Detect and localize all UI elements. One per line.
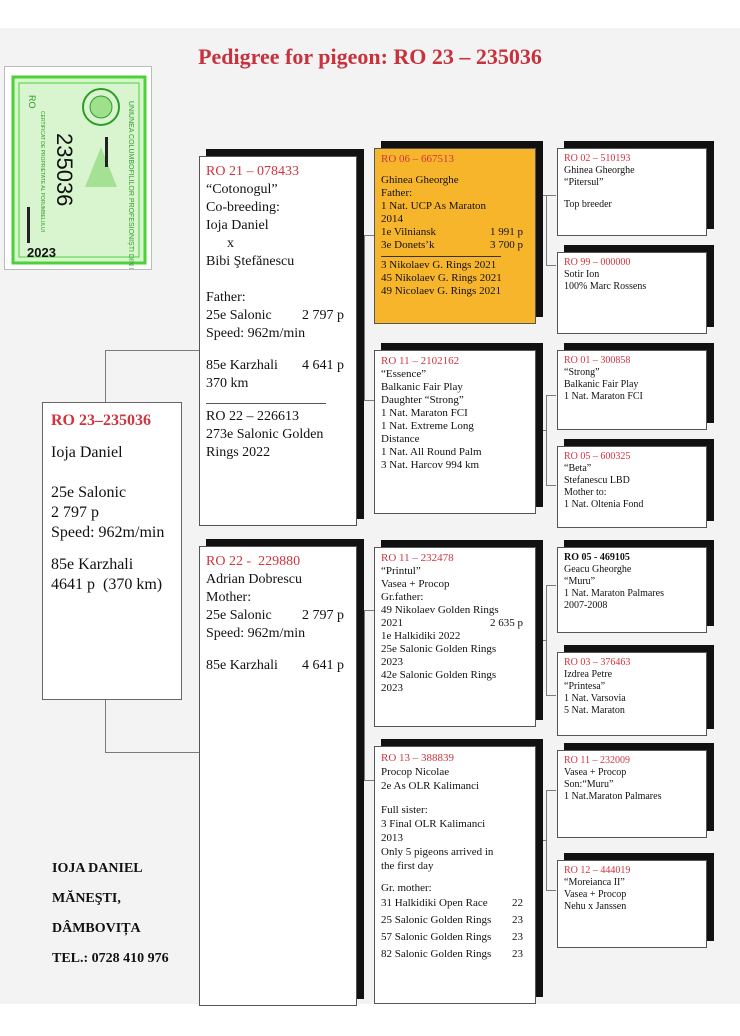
great-grandparent-id: RO 05 - 469105 (564, 552, 630, 563)
gp-line (381, 873, 529, 881)
connector-line (364, 780, 374, 781)
ggp-line: “Pitersul” (564, 177, 604, 188)
ggp-line: Son:“Muru” (564, 779, 614, 790)
gp-line: 1 Nat. All Round Palm (381, 446, 482, 458)
granddam-paternal-id: RO 11 – 2102162 (381, 355, 460, 367)
grandsire-paternal-id: RO 06 – 667513 (381, 153, 455, 165)
connector-line (536, 430, 546, 431)
ring-number: 235036 (52, 133, 77, 207)
gp-line: 49 Nikolaev Golden Rings (381, 604, 499, 616)
father-result: 85e Karzhali 4 641 p (206, 358, 344, 373)
great-grandparent-id: RO 01 – 300858 (564, 355, 631, 366)
ggp-line: Stefanescu LBD (564, 475, 630, 486)
gp-line: 25e Salonic Golden Rings (381, 643, 497, 655)
ggp-line (564, 189, 700, 199)
gp-result: 82 Salonic Golden Rings 23 (381, 948, 523, 960)
connector-line (546, 195, 547, 265)
great-grandparent-card (557, 652, 707, 736)
address-phone: TEL.: 0728 410 976 (52, 951, 169, 966)
ggp-line: Mother to: (564, 487, 607, 498)
gp-line: 2e As OLR Kalimanci (381, 780, 480, 792)
connector-line (546, 695, 556, 696)
connector-line (105, 700, 106, 752)
granddam-paternal-card (374, 350, 536, 514)
ggp-line: Top breeder (564, 199, 612, 210)
connector-line (364, 400, 374, 401)
address-line: DÂMBOVIȚA (52, 921, 141, 936)
divider (206, 403, 326, 404)
gp-line: 1 Nat. Extreme Long (381, 420, 474, 432)
ring-org-text: UNIUNEA COLUMBOFILILOR PROFESIONIȘTI DIN ROMÂNIA (127, 101, 134, 269)
great-grandparent-id: RO 11 – 232009 (564, 755, 631, 766)
father-result: 25e Salonic 2 797 p (206, 308, 344, 323)
main-pigeon-owner: Ioja Daniel (51, 444, 123, 461)
mother-result: 85e Karzhali 4 641 p (206, 658, 344, 673)
grandsire-maternal-card (374, 547, 536, 727)
gp-line (381, 166, 529, 174)
father-line: Co-breeding: (206, 200, 280, 215)
ggp-line: “Printesa” (564, 681, 606, 692)
main-result-line: 25e Salonic (51, 484, 127, 501)
gp-line: Only 5 pigeons arrived in (381, 846, 494, 858)
connector-line (546, 395, 547, 485)
main-pigeon-card (42, 402, 182, 700)
grandsire-maternal-id: RO 11 – 232478 (381, 552, 454, 564)
ggp-line: Vasea + Procop (564, 767, 627, 778)
father-line: Father: (206, 290, 246, 305)
gp-result: 31 Halkidiki Open Race 22 (381, 897, 523, 909)
ring-certificate-graphic (5, 67, 151, 269)
great-grandparent-id: RO 12 – 444019 (564, 865, 631, 876)
connector-line (105, 752, 199, 753)
gp-line: 2013 (381, 832, 403, 844)
ggp-line: “Beta” (564, 463, 592, 474)
connector-line (546, 790, 556, 791)
great-grandparent-card (557, 252, 707, 334)
ring-country: RO (27, 95, 37, 109)
gp-line: Procop Nicolae (381, 766, 450, 778)
gp-line: 3 Nikolaev G. Rings 2021 (381, 259, 497, 271)
gp-line: 1 Nat. UCP As Maraton (381, 200, 487, 212)
ggp-line: “Muru” (564, 576, 596, 587)
gp-result: 3e Donets’k 3 700 p (381, 239, 523, 251)
main-pigeon-id: RO 23–235036 (51, 412, 151, 429)
father-result: 370 km (206, 376, 249, 391)
great-grandparent-card (557, 446, 707, 528)
connector-line (546, 485, 556, 486)
main-result-line: 2 797 p (51, 504, 99, 521)
connector-line (546, 395, 556, 396)
gp-line: 3 Final OLR Kalimanci (381, 818, 486, 830)
gp-line: “Printul” (381, 565, 421, 577)
connector-line (105, 350, 106, 402)
father-result (206, 343, 350, 357)
granddam-maternal-id: RO 13 – 388839 (381, 752, 455, 764)
gp-line: 45 Nikolaev G. Rings 2021 (381, 272, 502, 284)
ggp-line: Nehu x Janssen (564, 901, 627, 912)
father-line: 273e Salonic Golden (206, 427, 324, 442)
father-sub-id: RO 22 – 226613 (206, 409, 299, 424)
connector-line (105, 350, 199, 351)
mother-result: 25e Salonic 2 797 p (206, 608, 344, 623)
connector-line (364, 235, 365, 400)
gp-line: the first day (381, 860, 434, 872)
granddam-maternal-card (374, 746, 536, 1004)
main-result-line: 85e Karzhali (51, 556, 134, 573)
connector-line (364, 610, 365, 780)
ring-cert-text: CERTIFICAT DE PROPRIETATE AL PORUMBELULUI (39, 111, 45, 233)
gp-line: 42e Salonic Golden Rings (381, 669, 497, 681)
ggp-line: Izdrea Petre (564, 669, 613, 680)
father-line (206, 271, 350, 289)
ggp-line: 5 Nat. Maraton (564, 705, 625, 716)
gp-line: Daughter “Strong” (381, 394, 464, 406)
mother-card (199, 546, 357, 1006)
connector-line (546, 890, 556, 891)
gp-line: Ghinea Gheorghe (381, 174, 459, 186)
great-grandparent-card (557, 860, 707, 948)
gp-result: 2021 2 635 p (381, 617, 523, 629)
ggp-line: 2007-2008 (564, 600, 608, 611)
breeder-address (52, 854, 169, 974)
gp-line: Full sister: (381, 804, 428, 816)
gp-line: 2014 (381, 213, 403, 225)
gp-line: Vasea + Procop (381, 578, 450, 590)
divider (381, 256, 501, 257)
father-line: Ioja Daniel (206, 218, 269, 233)
ggp-line: 100% Marc Rossens (564, 281, 647, 292)
grandsire-paternal-card (374, 148, 536, 324)
gp-line: Balkanic Fair Play (381, 381, 463, 393)
ggp-line: 1 Nat. Oltenia Fond (564, 499, 644, 510)
mother-result (206, 643, 350, 657)
ggp-line: “Strong” (564, 367, 600, 378)
mother-id: RO 22 - 229880 (206, 554, 301, 569)
great-grandparent-id: RO 02 – 510193 (564, 153, 631, 164)
gp-line: 1e Halkidiki 2022 (381, 630, 461, 642)
main-result-line: Speed: 962m/min (51, 524, 165, 541)
great-grandparent-id: RO 99 – 000000 (564, 257, 631, 268)
address-line: IOJA DANIEL (52, 861, 143, 876)
gp-result: 25 Salonic Golden Rings 23 (381, 914, 523, 926)
ggp-line: 1 Nat. Maraton Palmares (564, 588, 664, 599)
connector-line (546, 790, 547, 890)
gp-result: 1e Vilniansk 1 991 p (381, 226, 523, 238)
ggp-line: Sotir Ion (564, 269, 600, 280)
connector-line (536, 840, 546, 841)
gp-line: Father: (381, 187, 413, 199)
main-result-line (51, 543, 173, 555)
connector-line (536, 640, 546, 641)
ring-certificate (4, 66, 152, 270)
father-line: Rings 2022 (206, 445, 271, 460)
great-grandparent-id: RO 05 – 600325 (564, 451, 631, 462)
mother-line: Adrian Dobrescu (206, 572, 303, 587)
main-result-line: 4641 p (370 km) (51, 576, 163, 593)
ggp-line: Balkanic Fair Play (564, 379, 639, 390)
address-line: MĂNEŞTI, (52, 891, 121, 906)
great-grandparent-card (557, 750, 707, 838)
father-line: x (206, 236, 234, 251)
ggp-line: 1 Nat.Maraton Palmares (564, 791, 662, 802)
ring-year: 2023 (27, 245, 56, 260)
mother-result: Speed: 962m/min (206, 626, 306, 641)
great-grandparent-card (557, 148, 707, 236)
ggp-line: Ghinea Gheorghe (564, 165, 635, 176)
great-grandparent-card (557, 350, 707, 430)
connector-line (546, 585, 547, 695)
gp-result: 57 Salonic Golden Rings 23 (381, 931, 523, 943)
gp-line: Gr. mother: (381, 882, 432, 894)
connector-line (546, 585, 556, 586)
ggp-line: 1 Nat. Varsovia (564, 693, 626, 704)
gp-line: 49 Nicolaev G. Rings 2021 (381, 285, 502, 297)
gp-line: 3 Nat. Harcov 994 km (381, 459, 480, 471)
gp-line: Gr.father: (381, 591, 424, 603)
father-id: RO 21 – 078433 (206, 164, 299, 179)
father-line: “Cotonogul” (206, 182, 278, 197)
ggp-line: 1 Nat. Maraton FCI (564, 391, 643, 402)
ggp-line: “Moreianca II” (564, 877, 625, 888)
connector-line (546, 265, 556, 266)
gp-line: 1 Nat. Maraton FCI (381, 407, 468, 419)
gp-line: 2023 (381, 656, 403, 668)
gp-line: “Essence” (381, 368, 427, 380)
connector-line (364, 235, 374, 236)
page-title: Pedigree for pigeon: RO 23 – 235036 (198, 44, 542, 69)
gp-line: 2023 (381, 682, 403, 694)
great-grandparent-card (557, 547, 707, 633)
ggp-line: Vasea + Procop (564, 889, 627, 900)
father-result: Speed: 962m/min (206, 326, 306, 341)
father-card (199, 156, 357, 526)
mother-line: Mother: (206, 590, 252, 605)
great-grandparent-id: RO 03 – 376463 (564, 657, 631, 668)
connector-line (364, 610, 374, 611)
gp-line: Distance (381, 433, 420, 445)
ggp-line: Geacu Gheorghe (564, 564, 632, 575)
gp-line (381, 793, 529, 803)
father-line: Bibi Ştefănescu (206, 254, 295, 269)
